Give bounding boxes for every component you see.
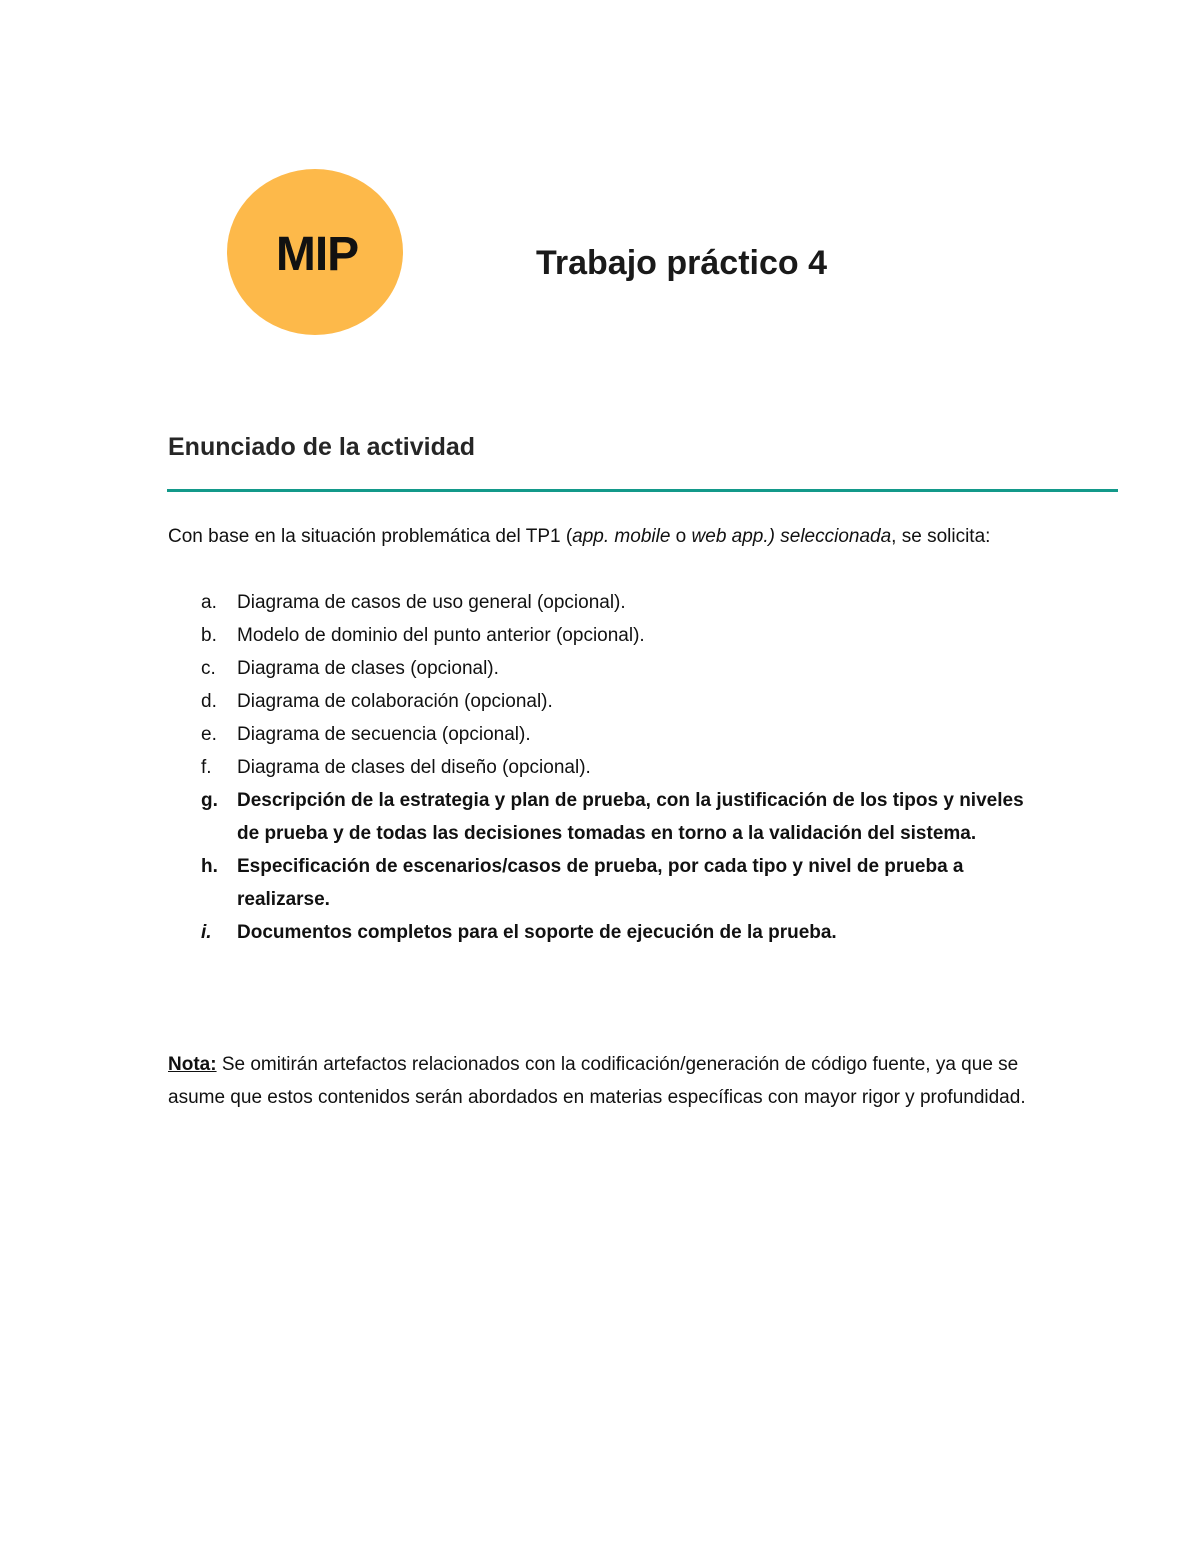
intro-text-2: o: [670, 526, 692, 547]
list-item-e: [168, 718, 1048, 751]
list-item-text: Especificación de escenarios/casos de prueba, por cada tipo y nivel de prueba a realizarse.: [237, 856, 964, 910]
list-item-text: Diagrama de clases (opcional).: [237, 658, 499, 679]
list-marker: g.: [201, 790, 218, 811]
page-title: Trabajo práctico 4: [536, 244, 827, 282]
list-item-text: Modelo de dominio del punto anterior (opcional).: [237, 625, 645, 646]
intro-text-3: , se solicita:: [891, 526, 991, 547]
list-item-text: Diagrama de casos de uso general (opcional).: [237, 592, 626, 613]
section-heading: Enunciado de la actividad: [168, 433, 476, 461]
note-paragraph: [168, 1048, 1048, 1114]
list-marker: f.: [201, 757, 212, 778]
list-marker: e.: [201, 724, 217, 745]
list-item-i: [168, 916, 1048, 949]
list-item-h: [168, 850, 1048, 916]
list-item-f: [168, 751, 1048, 784]
mip-logo: [227, 169, 403, 335]
intro-italic-1: app. mobile: [572, 526, 671, 547]
list-marker: d.: [201, 691, 217, 712]
list-marker: h.: [201, 856, 218, 877]
list-item-text: Diagrama de secuencia (opcional).: [237, 724, 531, 745]
note-label: Nota:: [168, 1054, 217, 1075]
list-item-b: [168, 619, 1048, 652]
list-item-a: [168, 586, 1048, 619]
list-marker: c.: [201, 658, 216, 679]
note-text: Se omitirán artefactos relacionados con la codificación/generación de código fuente, ya que se asume que estos contenidos serán abordados en materias específicas con mayor rigor y profundidad.: [168, 1054, 1026, 1108]
section-divider: [167, 489, 1118, 492]
list-marker: i.: [201, 922, 212, 943]
list-item-c: [168, 652, 1048, 685]
list-item-text: Documentos completos para el soporte de ejecución de la prueba.: [237, 922, 837, 943]
list-item-d: [168, 685, 1048, 718]
list-marker: a.: [201, 592, 217, 613]
list-item-text: Descripción de la estrategia y plan de prueba, con la justificación de los tipos y niveles de prueba y de todas las decisiones tomadas en torno a la validación del sistema.: [237, 790, 1024, 844]
intro-text-1: Con base en la situación problemática del TP1 (: [168, 526, 573, 547]
list-item-text: Diagrama de clases del diseño (opcional).: [237, 757, 591, 778]
list-item-text: Diagrama de colaboración (opcional).: [237, 691, 553, 712]
activity-list: [168, 586, 1048, 949]
list-marker: b.: [201, 625, 217, 646]
intro-paragraph: [168, 521, 1048, 553]
list-item-g: [168, 784, 1048, 850]
intro-italic-2: web app.) seleccionada: [691, 526, 892, 547]
logo-text: MIP: [275, 227, 359, 281]
